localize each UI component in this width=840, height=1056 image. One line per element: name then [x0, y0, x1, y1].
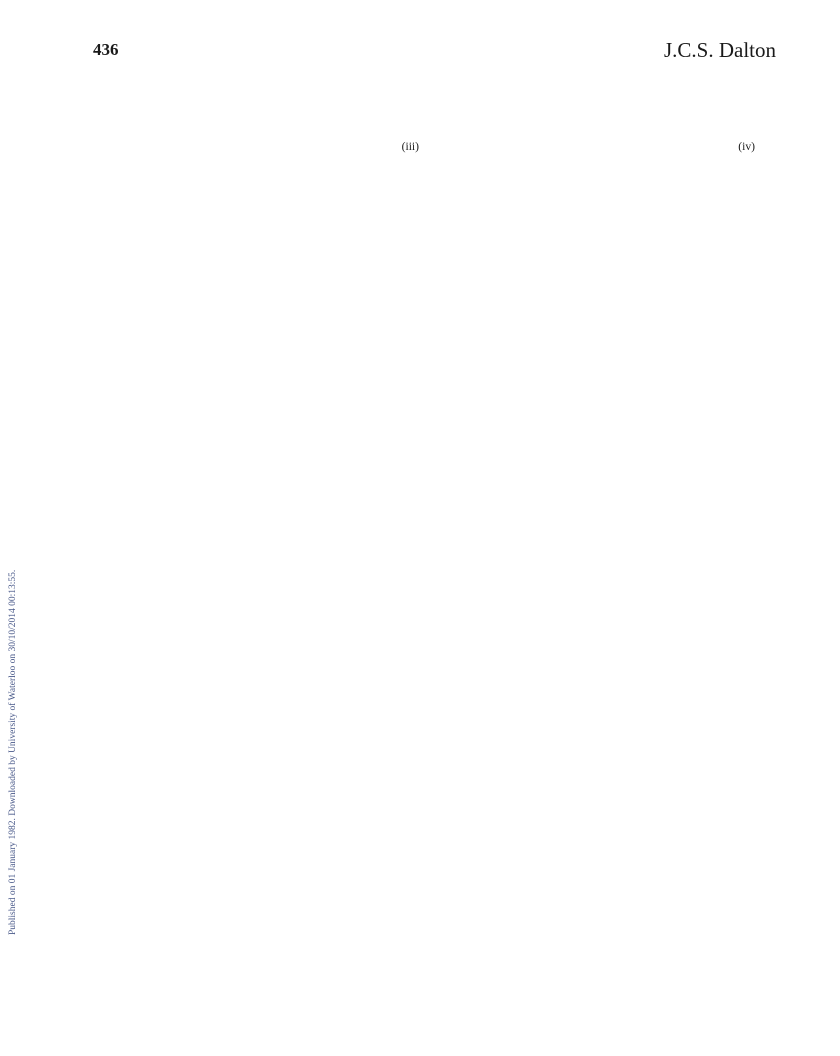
paragraph: [429, 181, 755, 197]
left-column: [93, 74, 419, 273]
page-number: 436: [93, 40, 119, 59]
right-column: [429, 74, 755, 268]
paragraph: [93, 181, 419, 197]
download-notice: Published on 01 January 1982. Downloaded by University of Waterloo on 30/10/2014 00:13:55.: [8, 569, 18, 935]
equation-label: (iv): [738, 140, 755, 154]
footnotes: [93, 248, 419, 273]
paragraph: [429, 224, 755, 240]
equation-iii: [93, 139, 419, 173]
equation-iv: [429, 139, 755, 173]
paragraph: [93, 96, 419, 112]
journal-title: J.C.S. Dalton: [663, 38, 776, 62]
paragraph: [429, 117, 755, 133]
equation-label: (iii): [401, 140, 419, 154]
paragraph: [93, 203, 419, 219]
paragraph: [429, 96, 755, 112]
paragraph: [93, 117, 419, 133]
paragraph: [93, 224, 419, 240]
paragraph: [429, 203, 755, 219]
paragraph: [93, 74, 419, 90]
paragraph: [429, 74, 755, 90]
paragraph: [429, 246, 755, 262]
